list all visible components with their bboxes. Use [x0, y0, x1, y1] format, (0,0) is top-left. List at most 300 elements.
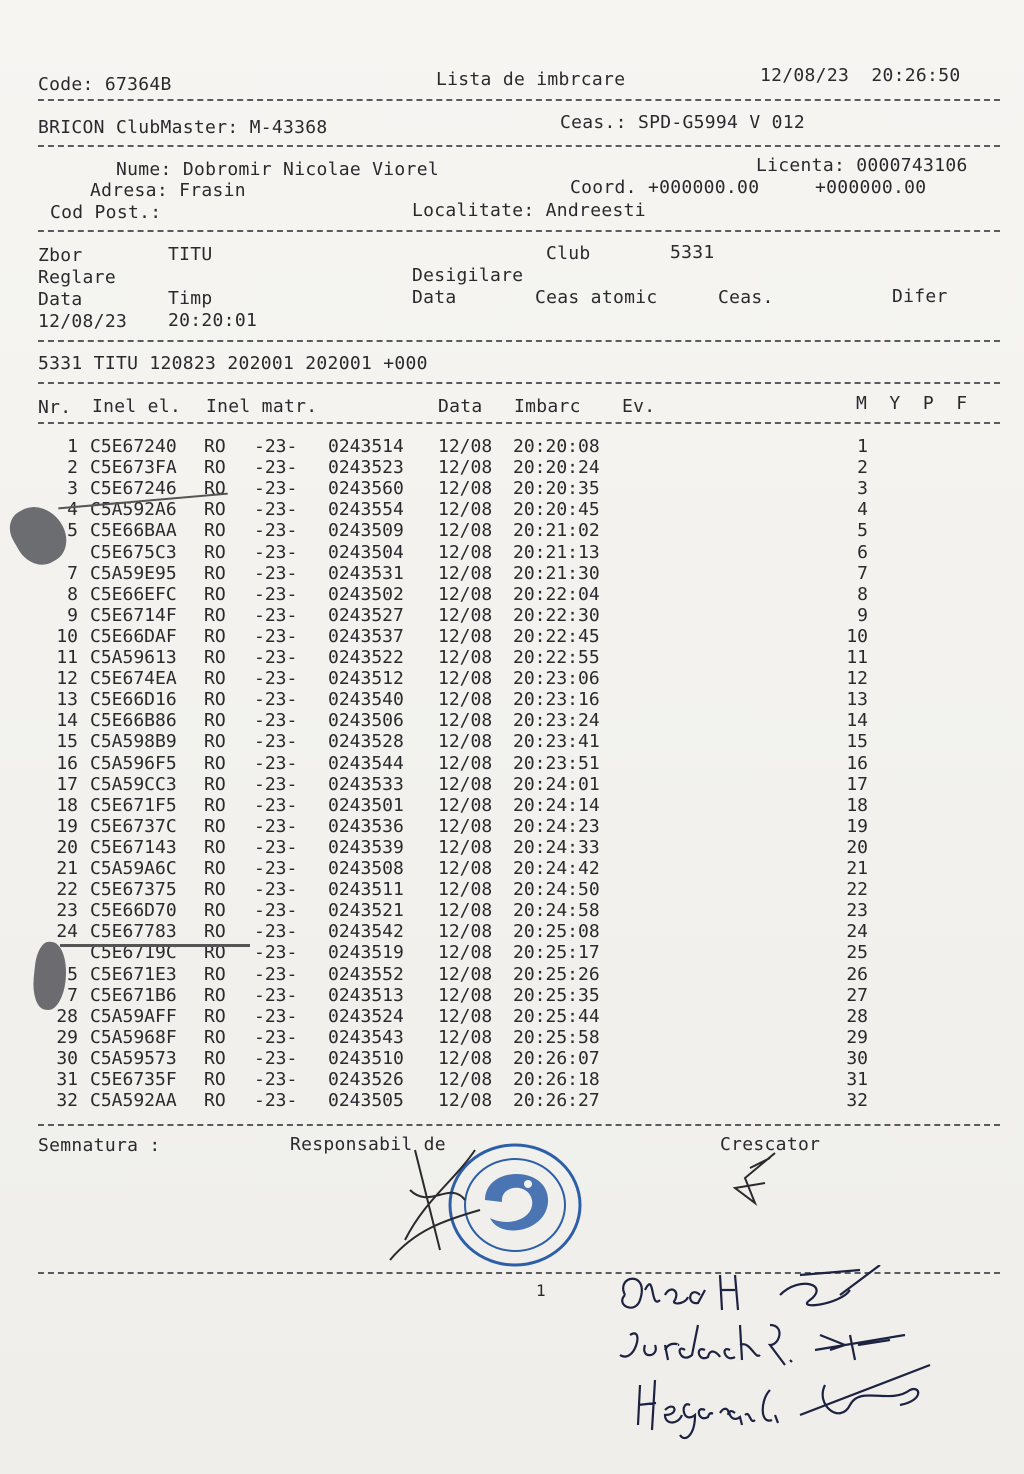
row-inel-matr: 0243554 [328, 499, 404, 521]
col-inel-matr: Inel matr. [206, 396, 318, 417]
row-time: 20:26:18 [513, 1069, 600, 1090]
row-inel-el: C5E671B6 [90, 984, 177, 1006]
row-country: RO [204, 984, 226, 1006]
row-inel-el: C5E675C3 [90, 541, 177, 563]
owner-name: Nume: Dobromir Nicolae Viorel [116, 159, 439, 180]
table-row [0, 900, 1024, 921]
row-date: 12/08 [438, 752, 493, 774]
row-inel-el: C5A59AFF [90, 1005, 177, 1027]
row-position: 13 [846, 689, 868, 711]
row-time: 20:20:08 [513, 436, 600, 457]
row-date: 12/08 [438, 499, 493, 521]
row-date: 12/08 [438, 963, 493, 985]
row-nr: 22 [56, 879, 78, 901]
row-date: 12/08 [438, 647, 493, 668]
row-nr: 1 [67, 436, 78, 457]
data-label: Data [38, 289, 83, 310]
row-time: 20:21:02 [513, 520, 600, 542]
desigilare-label: Desigilare [412, 265, 524, 286]
row-country: RO [204, 836, 226, 858]
row-year: -23- [254, 942, 298, 964]
row-inel-el: C5A59573 [90, 1047, 177, 1069]
row-nr: 12 [56, 668, 78, 690]
row-date: 12/08 [438, 668, 493, 690]
table-row [0, 626, 1024, 647]
reglare-label: Reglare [38, 267, 116, 288]
row-inel-el: C5E67375 [90, 879, 177, 901]
row-inel-matr: 0243540 [328, 689, 404, 711]
row-country: RO [204, 583, 226, 605]
row-inel-matr: 0243543 [328, 1026, 404, 1048]
flight-value: TITU [168, 244, 213, 265]
row-inel-el: C5E671E3 [90, 963, 177, 985]
row-country: RO [204, 1069, 226, 1090]
row-inel-matr: 0243522 [328, 647, 404, 668]
setting-time: 20:20:01 [168, 310, 258, 331]
row-position: 20 [846, 836, 868, 858]
row-year: -23- [254, 520, 298, 542]
row-date: 12/08 [438, 562, 493, 584]
table-row [0, 457, 1024, 478]
row-inel-matr: 0243519 [328, 942, 404, 964]
row-inel-matr: 0243505 [328, 1090, 404, 1112]
row-date: 12/08 [438, 1090, 493, 1112]
row-date: 12/08 [438, 604, 493, 626]
row-year: -23- [254, 1047, 298, 1069]
row-country: RO [204, 520, 226, 542]
club-value: 5331 [670, 242, 715, 263]
row-year: -23- [254, 499, 298, 521]
row-position: 19 [846, 815, 868, 837]
row-year: -23- [254, 478, 298, 500]
row-time: 20:22:55 [513, 647, 600, 668]
row-year: -23- [254, 984, 298, 1006]
row-nr: 8 [67, 583, 78, 605]
row-year: -23- [254, 457, 298, 479]
row-inel-matr: 0243528 [328, 731, 404, 753]
row-country: RO [204, 541, 226, 563]
row-position: 1 [857, 436, 868, 457]
row-inel-matr: 0243537 [328, 625, 404, 647]
row-position: 30 [846, 1047, 868, 1069]
row-inel-el: C5A59613 [90, 647, 177, 668]
row-position: 29 [846, 1026, 868, 1048]
row-time: 20:21:13 [513, 541, 600, 563]
row-country: RO [204, 625, 226, 647]
table-row [0, 563, 1024, 584]
row-nr: 15 [56, 731, 78, 753]
postal-code: Cod Post.: [50, 202, 162, 223]
table-row [0, 753, 1024, 774]
row-position: 5 [857, 520, 868, 542]
timp-label: Timp [168, 288, 213, 309]
row-inel-matr: 0243508 [328, 858, 404, 879]
row-time: 20:23:24 [513, 710, 600, 732]
row-time: 20:24:01 [513, 773, 600, 795]
atomic-clock-label: Ceas atomic [535, 287, 658, 308]
row-time: 20:23:16 [513, 689, 600, 711]
responsible-label: Responsabil de [290, 1134, 446, 1155]
page-number: 1 [536, 1281, 546, 1300]
row-position: 4 [857, 499, 868, 521]
row-year: -23- [254, 879, 298, 901]
row-nr: 30 [56, 1047, 78, 1069]
table-row [0, 985, 1024, 1006]
table-row [0, 964, 1024, 985]
row-position: 24 [846, 921, 868, 943]
row-nr: 2 [67, 457, 78, 479]
row-country: RO [204, 731, 226, 753]
table-row [0, 499, 1024, 520]
row-inel-el: C5E6737C [90, 815, 177, 837]
row-inel-el: C5E674EA [90, 668, 177, 690]
row-year: -23- [254, 731, 298, 753]
row-nr: 11 [56, 647, 78, 668]
row-country: RO [204, 921, 226, 943]
row-country: RO [204, 858, 226, 879]
row-time: 20:22:45 [513, 625, 600, 647]
row-year: -23- [254, 710, 298, 732]
row-country: RO [204, 1005, 226, 1027]
row-position: 25 [846, 942, 868, 964]
row-country: RO [204, 942, 226, 964]
row-inel-matr: 0243514 [328, 436, 404, 457]
table-row [0, 520, 1024, 541]
col-data: Data [438, 396, 483, 417]
handwritten-signatures [610, 1265, 940, 1455]
table-row [0, 668, 1024, 689]
row-date: 12/08 [438, 478, 493, 500]
row-position: 9 [857, 604, 868, 626]
row-country: RO [204, 668, 226, 690]
row-inel-el: C5E66D16 [90, 689, 177, 711]
row-nr: 4 [67, 499, 78, 521]
row-time: 20:25:58 [513, 1026, 600, 1048]
table-row [0, 816, 1024, 837]
flight-summary: 5331 TITU 120823 202001 202001 +000 [38, 353, 428, 374]
row-inel-el: C5A598B9 [90, 731, 177, 753]
row-year: -23- [254, 1026, 298, 1048]
divider [38, 382, 1000, 384]
row-year: -23- [254, 921, 298, 943]
divider [38, 230, 1000, 232]
row-inel-el: C5E671F5 [90, 794, 177, 816]
pen-stroke [60, 944, 250, 947]
table-row [0, 774, 1024, 795]
row-country: RO [204, 879, 226, 901]
row-year: -23- [254, 562, 298, 584]
row-inel-el: C5A5968F [90, 1026, 177, 1048]
row-position: 17 [846, 773, 868, 795]
row-nr: 10 [56, 625, 78, 647]
row-inel-el: C5E6714F [90, 604, 177, 626]
row-date: 12/08 [438, 731, 493, 753]
row-inel-el: C5E6719C [90, 942, 177, 964]
row-year: -23- [254, 668, 298, 690]
row-nr: 13 [56, 689, 78, 711]
row-position: 27 [846, 984, 868, 1006]
row-time: 20:25:26 [513, 963, 600, 985]
row-date: 12/08 [438, 773, 493, 795]
row-position: 3 [857, 478, 868, 500]
row-inel-matr: 0243560 [328, 478, 404, 500]
table-row [0, 710, 1024, 731]
row-year: -23- [254, 436, 298, 457]
breeder-signature [725, 1148, 785, 1208]
row-year: -23- [254, 625, 298, 647]
row-country: RO [204, 1047, 226, 1069]
responsible-signature [385, 1140, 485, 1270]
row-inel-el: C5E66B86 [90, 710, 177, 732]
row-time: 20:26:07 [513, 1047, 600, 1069]
row-time: 20:20:24 [513, 457, 600, 479]
row-country: RO [204, 689, 226, 711]
row-date: 12/08 [438, 625, 493, 647]
row-date: 12/08 [438, 710, 493, 732]
row-country: RO [204, 710, 226, 732]
row-position: 16 [846, 752, 868, 774]
row-inel-el: C5E66BAA [90, 520, 177, 542]
flight-label: Zbor [38, 245, 83, 266]
row-year: -23- [254, 1005, 298, 1027]
row-country: RO [204, 752, 226, 774]
table-row [0, 1048, 1024, 1069]
row-nr: 17 [56, 773, 78, 795]
row-time: 20:24:58 [513, 900, 600, 922]
row-inel-el: C5A596F5 [90, 752, 177, 774]
row-inel-matr: 0243504 [328, 541, 404, 563]
row-position: 8 [857, 583, 868, 605]
print-datetime: 12/08/23 20:26:50 [760, 65, 961, 86]
row-inel-matr: 0243513 [328, 984, 404, 1006]
row-year: -23- [254, 647, 298, 668]
table-row [0, 647, 1024, 668]
divider [38, 422, 1000, 424]
club-label: Club [546, 243, 591, 264]
row-inel-el: C5E67783 [90, 921, 177, 943]
row-country: RO [204, 457, 226, 479]
row-date: 12/08 [438, 794, 493, 816]
row-country: RO [204, 1026, 226, 1048]
row-time: 20:21:30 [513, 562, 600, 584]
table-row [0, 689, 1024, 710]
locality: Localitate: Andreesti [412, 200, 646, 221]
table-row [0, 921, 1024, 942]
row-inel-el: C5E673FA [90, 457, 177, 479]
table-row [0, 436, 1024, 457]
col-myp: M Y P F [856, 393, 968, 414]
row-inel-matr: 0243524 [328, 1005, 404, 1027]
row-inel-el: C5A592AA [90, 1090, 177, 1112]
row-time: 20:23:51 [513, 752, 600, 774]
row-position: 7 [857, 562, 868, 584]
code-label: Code: 67364B [38, 74, 172, 95]
row-nr: 16 [56, 752, 78, 774]
row-nr: 28 [56, 1005, 78, 1027]
row-inel-matr: 0243533 [328, 773, 404, 795]
row-year: -23- [254, 858, 298, 879]
row-time: 20:24:23 [513, 815, 600, 837]
row-position: 14 [846, 710, 868, 732]
row-position: 26 [846, 963, 868, 985]
row-time: 20:25:17 [513, 942, 600, 964]
row-time: 20:20:35 [513, 478, 600, 500]
row-nr: 29 [56, 1026, 78, 1048]
table-row [0, 1090, 1024, 1111]
table-row [0, 837, 1024, 858]
row-inel-el: C5E66D70 [90, 900, 177, 922]
row-year: -23- [254, 689, 298, 711]
row-time: 20:24:14 [513, 794, 600, 816]
row-position: 15 [846, 731, 868, 753]
divider [38, 340, 1000, 342]
row-country: RO [204, 773, 226, 795]
row-inel-el: C5E6735F [90, 1069, 177, 1090]
row-country: RO [204, 900, 226, 922]
row-position: 18 [846, 794, 868, 816]
row-nr: 23 [56, 900, 78, 922]
table-row [0, 731, 1024, 752]
row-inel-matr: 0243502 [328, 583, 404, 605]
divider [38, 1124, 1000, 1126]
club-master: BRICON ClubMaster: M-43368 [38, 117, 328, 138]
row-inel-el: C5E67246 [90, 478, 177, 500]
table-row [0, 542, 1024, 563]
table-row [0, 605, 1024, 626]
licence: Licenta: 0000743106 [756, 155, 968, 176]
row-inel-matr: 0243536 [328, 815, 404, 837]
row-year: -23- [254, 752, 298, 774]
row-year: -23- [254, 900, 298, 922]
signature-label: Semnatura : [38, 1135, 161, 1156]
row-position: 31 [846, 1069, 868, 1090]
row-date: 12/08 [438, 689, 493, 711]
row-nr: 5 [67, 520, 78, 542]
data2-label: Data [412, 287, 457, 308]
difference-label: Difer [892, 286, 948, 307]
row-inel-matr: 0243527 [328, 604, 404, 626]
col-ev: Ev. [622, 396, 656, 417]
row-inel-matr: 0243539 [328, 836, 404, 858]
row-inel-el: C5A59CC3 [90, 773, 177, 795]
row-inel-matr: 0243523 [328, 457, 404, 479]
row-position: 23 [846, 900, 868, 922]
row-date: 12/08 [438, 1026, 493, 1048]
row-nr: 18 [56, 794, 78, 816]
row-date: 12/08 [438, 921, 493, 943]
row-date: 12/08 [438, 900, 493, 922]
row-nr: 14 [56, 710, 78, 732]
row-position: 6 [857, 541, 868, 563]
row-nr: 7 [67, 984, 78, 1006]
row-inel-matr: 0243511 [328, 879, 404, 901]
coordinates: Coord. +000000.00 +000000.00 [570, 177, 927, 198]
divider [38, 145, 1000, 147]
document-title: Lista de imbrcare [436, 69, 626, 90]
row-date: 12/08 [438, 942, 493, 964]
row-year: -23- [254, 1090, 298, 1112]
row-year: -23- [254, 604, 298, 626]
col-inel-el: Inel el. [92, 396, 182, 417]
row-country: RO [204, 562, 226, 584]
row-inel-el: C5E67143 [90, 836, 177, 858]
row-position: 12 [846, 668, 868, 690]
row-inel-el: C5E66DAF [90, 625, 177, 647]
table-row [0, 1027, 1024, 1048]
divider [38, 99, 1000, 101]
row-year: -23- [254, 773, 298, 795]
row-inel-matr: 0243552 [328, 963, 404, 985]
row-inel-matr: 0243512 [328, 668, 404, 690]
row-year: -23- [254, 541, 298, 563]
row-time: 20:24:42 [513, 858, 600, 879]
row-nr: 21 [56, 858, 78, 879]
table-row [0, 478, 1024, 499]
row-country: RO [204, 963, 226, 985]
row-time: 20:26:27 [513, 1090, 600, 1112]
row-inel-matr: 0243544 [328, 752, 404, 774]
row-date: 12/08 [438, 984, 493, 1006]
row-date: 12/08 [438, 520, 493, 542]
table-row [0, 1069, 1024, 1090]
row-time: 20:25:35 [513, 984, 600, 1006]
row-inel-matr: 0243501 [328, 794, 404, 816]
row-date: 12/08 [438, 583, 493, 605]
row-inel-matr: 0243521 [328, 900, 404, 922]
row-time: 20:25:08 [513, 921, 600, 943]
row-date: 12/08 [438, 1069, 493, 1090]
row-country: RO [204, 478, 226, 500]
row-inel-matr: 0243509 [328, 520, 404, 542]
row-position: 10 [846, 625, 868, 647]
row-year: -23- [254, 836, 298, 858]
row-date: 12/08 [438, 1005, 493, 1027]
row-country: RO [204, 647, 226, 668]
row-nr: 9 [67, 604, 78, 626]
breeder-label: Crescator [720, 1134, 821, 1155]
row-position: 21 [846, 858, 868, 879]
row-inel-el: C5A59E95 [90, 562, 177, 584]
row-country: RO [204, 604, 226, 626]
table-row [0, 584, 1024, 605]
row-inel-matr: 0243506 [328, 710, 404, 732]
row-inel-matr: 0243510 [328, 1047, 404, 1069]
row-date: 12/08 [438, 457, 493, 479]
row-position: 28 [846, 1005, 868, 1027]
setting-date: 12/08/23 [38, 311, 128, 332]
table-row [0, 879, 1024, 900]
row-date: 12/08 [438, 836, 493, 858]
row-year: -23- [254, 583, 298, 605]
row-time: 20:22:30 [513, 604, 600, 626]
row-date: 12/08 [438, 1047, 493, 1069]
row-inel-matr: 0243531 [328, 562, 404, 584]
row-date: 12/08 [438, 858, 493, 879]
row-date: 12/08 [438, 815, 493, 837]
row-time: 20:25:44 [513, 1005, 600, 1027]
table-row [0, 1006, 1024, 1027]
row-time: 20:24:33 [513, 836, 600, 858]
row-nr: 32 [56, 1090, 78, 1112]
row-inel-el: C5E67240 [90, 436, 177, 457]
row-date: 12/08 [438, 436, 493, 457]
row-inel-matr: 0243542 [328, 921, 404, 943]
row-country: RO [204, 815, 226, 837]
row-time: 20:24:50 [513, 879, 600, 901]
row-position: 11 [846, 647, 868, 668]
table-row [0, 795, 1024, 816]
row-year: -23- [254, 1069, 298, 1090]
